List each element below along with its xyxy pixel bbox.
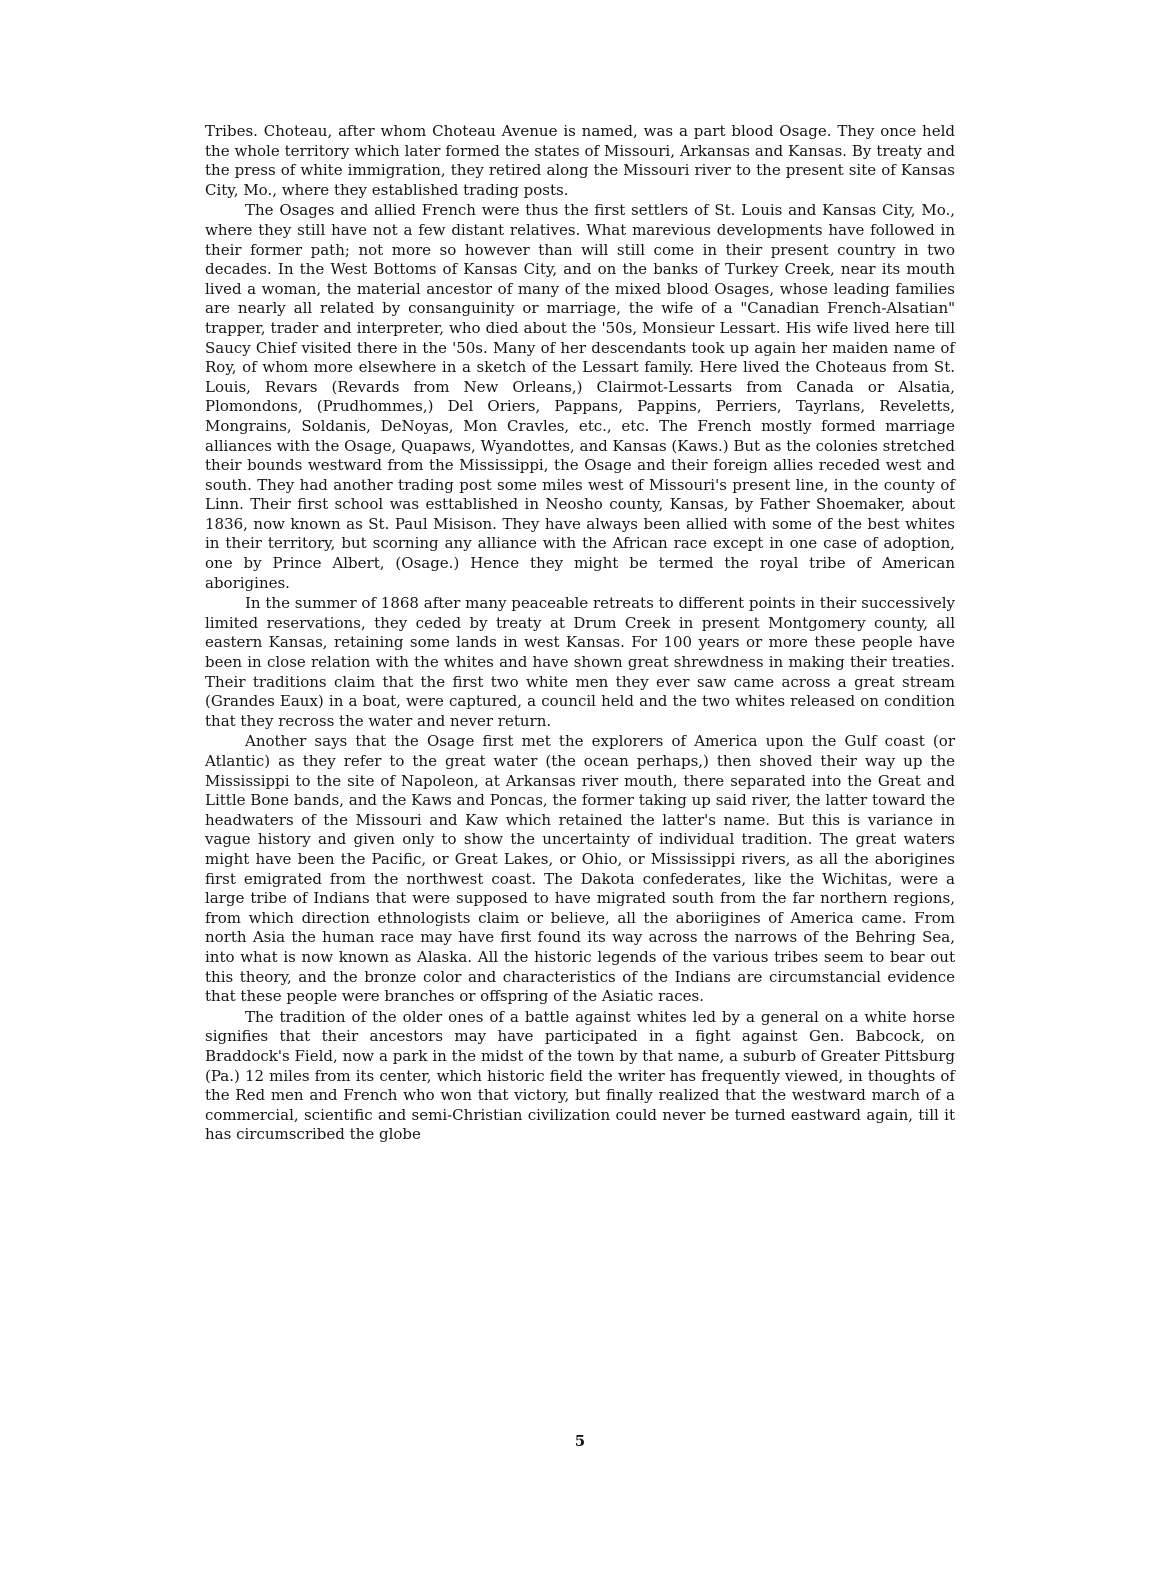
paragraph-2: The Osages and allied French were thus the first settlers of St. Louis and Kansas City, Mo., where they still have not a few distant relatives. What marevious developments have followed in their former path; not more so however than will still come in their present country in two decades. In the West Bottoms of Kansas City, and on the banks of Turkey Creek, near its mouth lived a woman, the material ancestor of many of the mixed blood Osages, whose leading families are nearly all related by consanguinity or marriage, the wife of a "Canadian French-Alsatian" trapper, trader and interpreter, who died about the '50s, Monsieur Lessart. His wife lived here till Saucy Chief visited there in the '50s. Many of her descendants took up again her maiden name of Roy, of whom more elsewhere in a sketch of the Lessart family. Here lived the Choteaus from St. Louis, Revars (Revards from New Orleans,) Clairmot-Lessarts from Canada or Alsatia, Plomondons, (Prudhommes,) Del Oriers, Pappans, Pappins, Perriers, Tayrlans, Reveletts, Mongrains, Soldanis, DeNoyas, Mon Cravles, etc., etc. The French mostly formed marriage alliances with the Osage, Quapaws, Wyandottes, and Kansas (Kaws.) But as the colonies stretched their bounds westward from the Mississippi, the Osage and their foreign allies receded west and south. They had another trading post some miles west of Missouri's present line, in the county of Linn. Their first school was esttablished in Neosho county, Kansas, by Father Shoemaker, about 1836, now known as St. Paul Misison. They have always been allied with some of the best whites in their territory, but scorning any alliance with the African race except in one case of adoption, one by Prince Albert, (Osage.) Hence they might be termed the royal tribe of American aborigines. bbox=[205, 201, 955, 592]
paragraph-5: The tradition of the older ones of a battle against whites led by a general on a white horse signifies that their ancestors may have participated in a fight against Gen. Babcock, on Braddock's Field, now a park in the midst of the town by that name, a suburb of Greater Pittsburg (Pa.) 12 miles from its center, which historic field the writer has frequently viewed, in thoughts of the Red men and French who won that victory, but finally realized that the westward march of a commercial, scientific and semi-Christian civilization could never be turned eastward again, till it has circumscribed the globe bbox=[205, 1007, 955, 1144]
paragraph-3: In the summer of 1868 after many peaceable retreats to different points in their successively limited reservations, they ceded by treaty at Drum Creek in present Montgomery county, all eastern Kansas, retaining some lands in west Kansas. For 100 years or more these people have been in close relation with the whites and have shown great shrewdness in making their treaties. Their traditions claim that the first two white men they ever saw came across a great stream (Grandes Eaux) in a boat, were captured, a council held and the two whites released on condition that they recross the water and never return. bbox=[205, 594, 955, 730]
page-number: 5 bbox=[574, 1432, 586, 1450]
paragraph-4: Another says that the Osage first met the explorers of America upon the Gulf coast (or Atlantic) as they refer to the great water (the ocean perhaps,) then shoved their way up the Mississippi to the site of Napoleon, at Arkansas river mouth, there separated into the Great and Little Bone bands, and the Kaws and Poncas, the former taking up said river, the latter toward the headwaters of the Missouri and Kaw which retained the latter's name. But this is variance in vague history and given only to show the uncertainty of individual tradition. The great waters might have been the Pacific, or Great Lakes, or Ohio, or Mississippi rivers, as all the aborigines first emigrated from the northwest coast. The Dakota confederates, like the Wichitas, were a large tribe of Indians that were supposed to have migrated south from the far northern regions, from which direction ethnologists claim or believe, all the aboriigines of America came. From north Asia the human race may have first found its way across the narrows of the Behring Sea, into what is now known as Alaska. All the historic legends of the various tribes seem to bear out this theory, and the bronze color and characteristics of the Indians are circumstancial evidence that these people were branches or offspring of the Asiatic races. bbox=[205, 732, 955, 1006]
body-text bbox=[205, 122, 955, 1146]
paragraph-1: Tribes. Choteau, after whom Choteau Avenue is named, was a part blood Osage. They once held the whole territory which later formed the states of Missouri, Arkansas and Kansas. By treaty and the press of white immigration, they retired along the Missouri river to the present site of Kansas City, Mo., where they established trading posts. bbox=[205, 122, 955, 199]
